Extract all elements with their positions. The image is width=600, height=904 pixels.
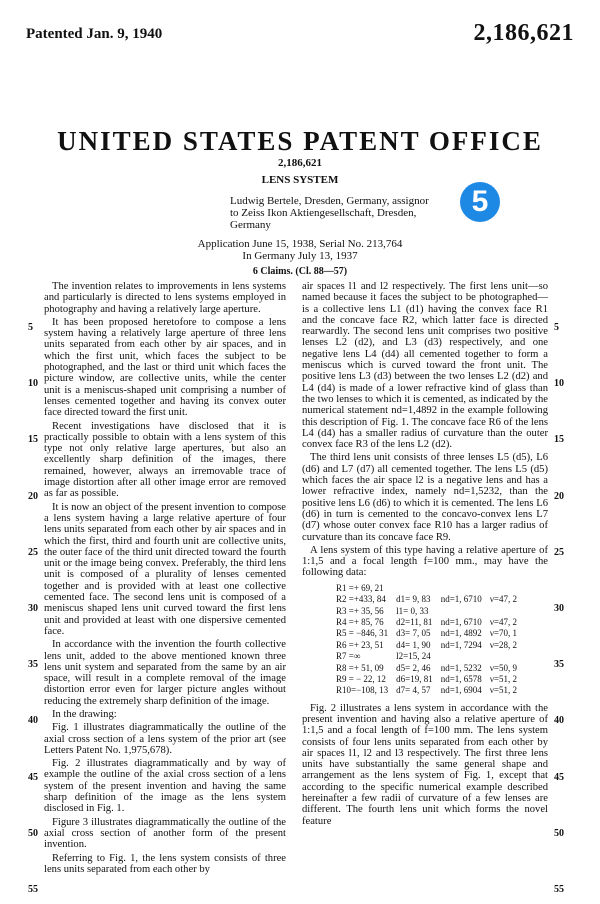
line-number: 40 xyxy=(28,715,38,727)
patent-title: LENS SYSTEM xyxy=(261,174,339,186)
paragraph: It has been proposed heretofore to compose a lens system having a relatively large aperture of three lens units separated from each other by air spaces, and in which the first unit, which faces the subject to be photographed, and the last or third unit which faces the picture window, are collective units, while the center unit is a meniscus-shaped unit comprising a number of lenses cemented together and having its convex outer face directed toward the first unit. xyxy=(44,316,286,419)
paragraph: A lens system of this type having a relative aperture of 1:1,5 and a focal length f=100 mm., may have the following data: xyxy=(302,544,548,579)
patent-number: 2,186,621 xyxy=(278,157,322,169)
lens-data-cell: ν=70, 1 xyxy=(489,628,517,639)
lens-data-cell xyxy=(486,583,521,594)
paragraph: In the drawing: xyxy=(52,708,117,720)
lens-data-cell: d4= 1, 90 xyxy=(396,639,431,650)
lens-data-cell: nd=1, 7294 xyxy=(440,639,482,650)
lens-data-row xyxy=(332,640,521,651)
lens-data-cell: ν=47, 2 xyxy=(489,616,517,627)
lens-data-cell xyxy=(437,651,486,662)
line-number: 30 xyxy=(28,603,38,614)
paragraph: Referring to Fig. 1, the lens system consists of three lens units separated from each other by xyxy=(44,852,286,875)
lens-data-cell xyxy=(486,606,521,617)
paragraph: air spaces l1 and l2 respectively. The first lens unit—so named because it faces the subject to be photographed—is a collective lens L1 (d1) having the convex face R1 and the concave face R2, which latter face is directed rearwardly. The second lens unit comprises two positive lenses L2 (d2), and L3 (d3) respectively, and one negative lens L4 (d4) all cemented together to form a meniscus which is curved toward the front unit. The positive lens L3 (d3) between the two lenses L2 (d2) and L4 (d4) is made of a lower refractive kind of glass than the two lenses to which it is cemented, as indicated by the numerical statement nd=1,4892 in the example following this description of Fig. 1. The concave face R6 of the lens L4 (d4) has a smaller radius of curvature than the outer convex face R3 of the lens L2 (d2). xyxy=(302,281,548,451)
patent-number-header: 2,186,621 xyxy=(473,20,574,46)
lens-data-row xyxy=(332,583,521,594)
claims-line: 6 Claims. (Cl. 88—57) xyxy=(252,266,348,277)
lens-data-cell: R10=−108, 13 xyxy=(336,685,389,696)
paragraph: Fig. 2 illustrates a lens system in accordance with the present invention and having also a relative aperture of 1:1,5 and a focal length of f=100 mm. The lens system consists of four lens units separated from each other by air spaces l1, l2 and l3 respectively. The first three lens units have substantially the same general shape and arrangement as the lens system of Fig. 1, except that according to the specific numerical example described hereinafter a few radii of curvature of a few lenses are different. The fourth lens unit which forms the novel feature xyxy=(302,702,548,827)
line-number: 45 xyxy=(28,771,38,783)
paragraph: The third lens unit consists of three lenses L5 (d5), L6 (d6) and L7 (d7) all cemented together. The lens L5 (d5) which faces the air space l2 is a negative lens and has a lower refractive index, namely nd=1,5232, than the positive lens L6 (d6) to which it is cemented. The lens L6 (d6) in turn is cemented to the concavo-convex lens L7 (d7) whose outer convex face R10 has a larger radius of curvature than its concave face R9. xyxy=(302,452,548,543)
lens-data-cell: ν=50, 9 xyxy=(489,662,517,673)
paragraph: In accordance with the invention the fourth collective lens unit, added to the above mentioned known three lens unit system and separated from the same by an air space, will result in a complete removal of the image distortion error even for larger picture angles without reducing the extremely sharp definition of the image. xyxy=(44,639,286,707)
lens-data-row xyxy=(332,674,521,685)
line-number: 15 xyxy=(554,434,564,446)
lens-data-cell xyxy=(392,583,437,594)
paragraph: Figure 3 illustrates diagrammatically the outline of the axial cross section of another form of the present invention. xyxy=(44,816,286,851)
lens-data-cell: d3= 7, 05 xyxy=(396,628,431,639)
lens-data-cell: R4 =+ 85, 76 xyxy=(336,616,384,627)
lens-data-row xyxy=(332,606,521,617)
assignor-line: Ludwig Bertele, Dresden, Germany, assignor to Zeiss Ikon Aktiengesellschaft, Dresden, Germany xyxy=(230,195,429,231)
lens-data-cell: l1= 0, 33 xyxy=(396,605,429,616)
line-number: 10 xyxy=(554,378,564,390)
lens-data-cell: nd=1, 6578 xyxy=(440,673,482,684)
lens-data-table xyxy=(332,583,521,697)
lens-data-cell xyxy=(437,606,486,617)
lens-data-row xyxy=(332,617,521,628)
lens-data-cell: nd=1, 6904 xyxy=(440,685,482,696)
line-number: 55 xyxy=(554,884,564,895)
lens-data-cell: R7 =∞ xyxy=(336,651,361,662)
line-number: 35 xyxy=(554,659,564,671)
line-number: 40 xyxy=(554,715,564,727)
lens-data-row xyxy=(332,594,521,605)
line-number: 5 xyxy=(554,322,559,333)
line-number: 15 xyxy=(28,434,38,446)
paragraph: Fig. 2 illustrates diagrammatically and by way of example the outline of the axial cross section of a lens system of the present invention and having the same sharp definition of the image as the lens system disclosed in Fig. 1. xyxy=(44,758,286,815)
lens-data-cell: ν=47, 2 xyxy=(489,594,517,605)
office-title: UNITED STATES PATENT OFFICE xyxy=(57,126,543,156)
right-column xyxy=(302,281,548,829)
lens-data-cell: nd=1, 6710 xyxy=(440,594,482,605)
number-five-badge-icon: 5 xyxy=(460,182,500,222)
application-line: Application June 15, 1938, Serial No. 213,764 xyxy=(197,238,403,250)
lens-data-cell: R1 =+ 69, 21 xyxy=(336,582,384,593)
line-number: 30 xyxy=(554,603,564,614)
lens-data-cell: R9 = − 22, 12 xyxy=(336,673,386,684)
lens-data-cell: l2=15, 24 xyxy=(396,651,431,662)
line-number: 45 xyxy=(554,771,564,783)
patent-date-header: Patented Jan. 9, 1940 xyxy=(26,26,163,42)
lens-data-cell: ν=51, 2 xyxy=(489,685,517,696)
paragraph: It is now an object of the present invention to compose a lens system having a large relative aperture of four lens units separated from each other by air spaces and in which the first, third and fourth unit are collective units, the outer face of the third unit directed toward the fourth unit or the image being convex. Preferably, the third lens unit is composed of a plurality of lenses cemented together and is provided with at least one collective cemented face. The second lens unit is composed of a meniscus shaped lens unit curved toward the first lens unit and provided at least with one dispersive cemented face. xyxy=(44,501,286,637)
lens-data-row xyxy=(332,628,521,639)
lens-data-cell: d7= 4, 57 xyxy=(396,685,431,696)
line-number: 35 xyxy=(28,659,38,671)
lens-data-cell xyxy=(486,651,521,662)
lens-data-cell: ν=51, 2 xyxy=(489,673,517,684)
lens-data-cell: R6 =+ 23, 51 xyxy=(336,639,384,650)
lens-data-cell: nd=1, 6710 xyxy=(440,616,482,627)
lens-data-cell: d6=19, 81 xyxy=(396,673,433,684)
lens-data-cell: R3 =+ 35, 56 xyxy=(336,605,384,616)
line-number: 20 xyxy=(554,490,564,502)
line-number: 50 xyxy=(554,827,564,839)
line-number: 55 xyxy=(28,884,38,895)
lens-data-cell: nd=1, 5232 xyxy=(440,662,482,673)
lens-data-cell: R8 =+ 51, 09 xyxy=(336,662,384,673)
paragraph: The invention relates to improvements in lens systems and particularly is directed to lens systems employed in photography and having a relatively large aperture. xyxy=(44,281,286,315)
paragraph: Fig. 1 illustrates diagrammatically the outline of the axial cross section of a lens system of the prior art (see Letters Patent No. 1,975,678). xyxy=(44,722,286,756)
lens-data-row xyxy=(332,685,521,696)
germany-line: In Germany July 13, 1937 xyxy=(242,250,358,262)
lens-data-cell: nd=1, 4892 xyxy=(440,628,482,639)
line-number: 5 xyxy=(28,322,33,333)
lens-data-cell: ν=28, 2 xyxy=(489,639,517,650)
lens-data-cell: R2 =+433, 84 xyxy=(336,594,386,605)
lens-data-cell xyxy=(437,583,486,594)
lens-data-cell: d2=11, 81 xyxy=(396,616,433,627)
lens-data-row xyxy=(332,651,521,662)
lens-data-cell: d1= 9, 83 xyxy=(396,594,431,605)
line-number: 20 xyxy=(28,490,38,502)
paragraph: Recent investigations have disclosed that it is practically possible to obtain with a lens system of this type not only relative large apertures, but also an excellently sharp definition of the images, there remained, however, always an irremovable trace of image distortion after all other image error are removed as far as possible. xyxy=(44,420,286,500)
lens-data-row xyxy=(332,662,521,673)
line-number: 10 xyxy=(28,378,38,390)
line-number: 50 xyxy=(28,827,38,839)
lens-data-cell: R5 = −846, 31 xyxy=(336,628,389,639)
line-number: 25 xyxy=(28,546,38,558)
left-column xyxy=(44,281,286,877)
lens-data-cell: d5= 2, 46 xyxy=(396,662,431,673)
line-number: 25 xyxy=(554,546,564,558)
